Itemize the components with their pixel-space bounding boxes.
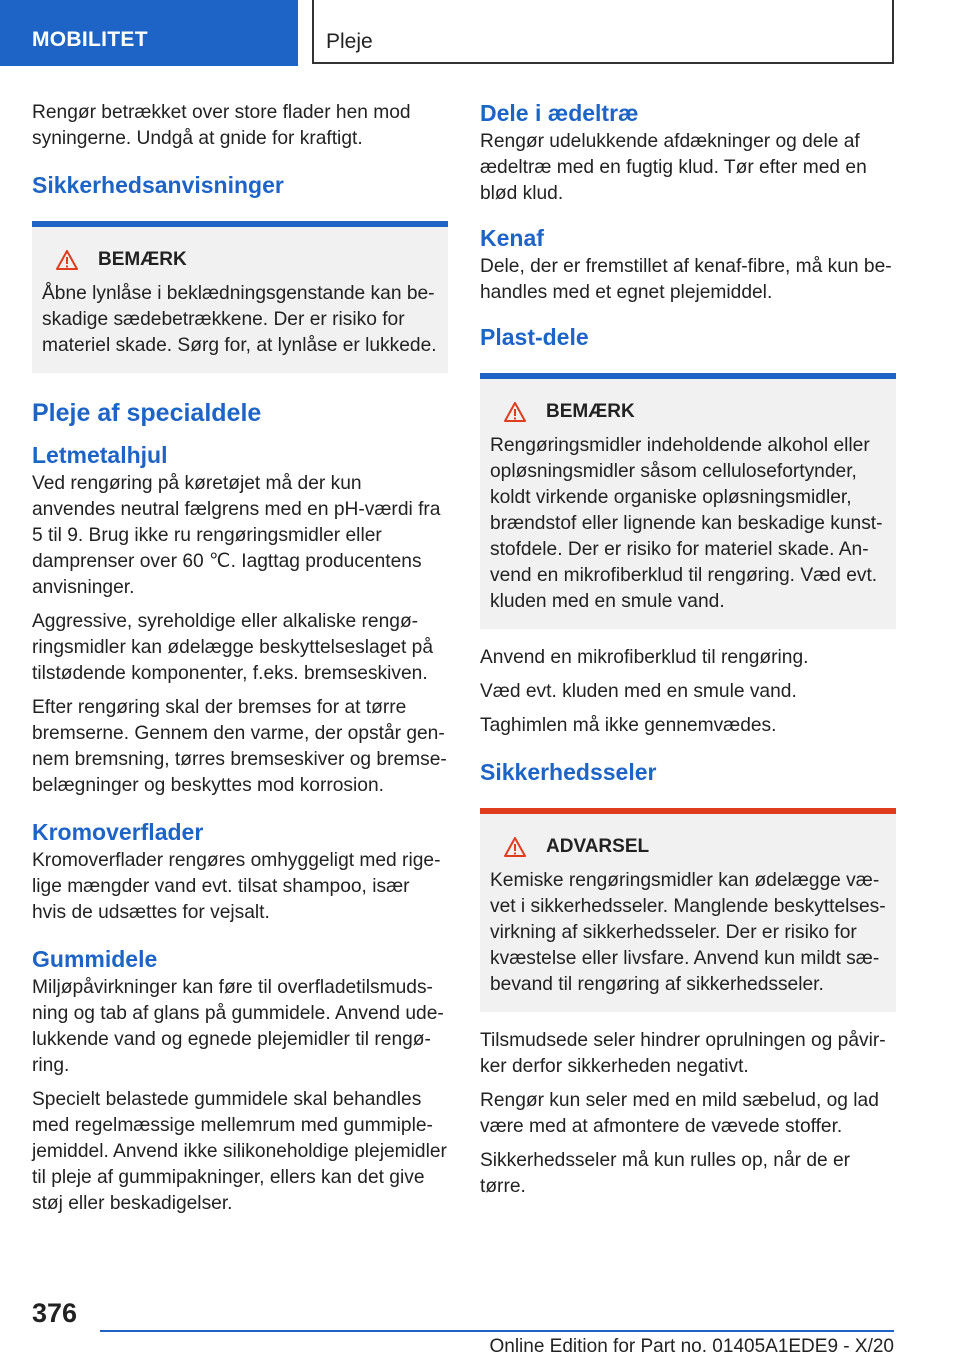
left-column	[32, 100, 448, 1225]
edition-text: Online Edition for Part no. 01405A1EDE9 - X/20	[489, 1336, 894, 1357]
right-column	[480, 100, 896, 1208]
notice-text: Rengøringsmidler indeholdende alkohol eller opløsningsmidler såsom cellulosefortynder, koldt virkende organiske opløsningsmidler, brændstof eller lignende kan beskadige kunststofdele. Der er risiko for materiel skade. Anvend en mikrofiberklud til rengøring. Væd evt. kluden med en smule vand.	[490, 435, 883, 612]
safety-heading: Sikkerhedsanvisninger	[32, 172, 284, 198]
rubber-heading: Gummidele	[32, 946, 158, 972]
chapter-title: Pleje	[326, 30, 373, 53]
belts-paragraph-3: Sikkerhedsseler må kun rulles op, når de er tørre.	[480, 1150, 851, 1197]
warning-triangle-icon	[504, 402, 526, 422]
warning-triangle-icon	[56, 250, 78, 270]
alloy-paragraph-1: Ved rengøring på køretøjet må der kun anvendes neutral fælgrens med en pH-værdi fra 5 til 9. Brug ikke ru rengøringsmidler eller damprenser over 60 ℃. Iagttag producentens anvisninger.	[32, 473, 441, 598]
section-title: MOBILITET	[32, 28, 148, 51]
wood-heading: Dele i ædeltræ	[480, 100, 639, 126]
warning-triangle-icon	[504, 837, 526, 857]
notice-text: Åbne lynlåse i beklædningsgenstande kan beskadige sædebetrækkene. Der er risiko for materiel skade. Sørg for, at lynlåse er lukkede.	[42, 283, 437, 356]
alloy-heading: Letmetalhjul	[32, 442, 168, 468]
plastic-notice-box	[480, 373, 896, 629]
plastic-paragraph-3: Taghimlen må ikke gennemvædes.	[480, 715, 777, 736]
plastic-paragraph-2: Væd evt. kluden med en smule vand.	[480, 681, 797, 702]
rubber-paragraph-2: Specielt belastede gummidele skal behandles med regelmæssige mellemrum med gummiplejemiddel. Anvend ikke silikoneholdige plejemidler til pleje af gummipakninger, ellers kan det give støj eller beskadigelser.	[32, 1089, 447, 1214]
chrome-paragraph-1: Kromoverflader rengøres omhyggeligt med rigelige mængder vand evt. tilsat shampoo, især hvis de udsættes for vejsalt.	[32, 850, 441, 923]
alloy-paragraph-2: Aggressive, syreholdige eller alkaliske rengøringsmidler kan ødelægge beskyttelseslaget på tilstødende komponenter, f.eks. bremseskiven.	[32, 611, 434, 684]
warning-text: Kemiske rengøringsmidler kan ødelægge vævet i sikkerhedsseler. Manglende beskyttelsesvirkning af sikkerhedsseler. Der er risiko for kvæstelse eller livsfare. Anvend kun mildt sæbevand til rengøring af sikkerhedsseler.	[490, 870, 886, 995]
notice-title: BEMÆRK	[546, 401, 635, 422]
plastic-heading: Plast-dele	[480, 324, 589, 350]
belts-paragraph-2: Rengør kun seler med en mild sæbelud, og lad være med at afmontere de vævede stoffer.	[480, 1090, 879, 1137]
warning-box	[480, 808, 896, 1012]
kenaf-paragraph-1: Dele, der er fremstillet af kenaf-fibre, må kun behandles med et egnet plejemiddel.	[480, 256, 892, 303]
plastic-paragraph-1: Anvend en mikrofiberklud til rengøring.	[480, 647, 809, 668]
notice-title: BEMÆRK	[98, 249, 187, 270]
notice-box	[32, 221, 448, 373]
chrome-heading: Kromoverflader	[32, 819, 204, 845]
chapter-tab	[312, 0, 894, 64]
alloy-paragraph-3: Efter rengøring skal der bremses for at tørre bremserne. Gennem den varme, der opstår gennem bremsning, tørres bremseskiver og bremsebelægninger og beskyttes mod korrosion.	[32, 697, 447, 796]
rubber-paragraph-1: Miljøpåvirkninger kan føre til overfladetilsmudsning og tab af glans på gummidele. Anvend udelukkende vand og egnede plejemidler til rengøring.	[32, 977, 444, 1076]
belts-heading: Sikkerhedsseler	[480, 759, 657, 785]
kenaf-heading: Kenaf	[480, 225, 544, 251]
section-tab	[0, 0, 298, 66]
warning-title: ADVARSEL	[546, 836, 650, 857]
intro-paragraph: Rengør betrækket over store flader hen mod syningerne. Undgå at gnide for kraftigt.	[32, 102, 411, 149]
page-number: 376	[32, 1298, 78, 1328]
footer-rule	[100, 1330, 894, 1332]
belts-paragraph-1: Tilsmudsede seler hindrer oprulningen og påvirker derfor sikkerheden negativt.	[480, 1030, 886, 1077]
special-heading: Pleje af specialdele	[32, 399, 262, 427]
wood-paragraph-1: Rengør udelukkende afdækninger og dele af ædeltræ med en fugtig klud. Tør efter med en blød klud.	[480, 131, 867, 204]
